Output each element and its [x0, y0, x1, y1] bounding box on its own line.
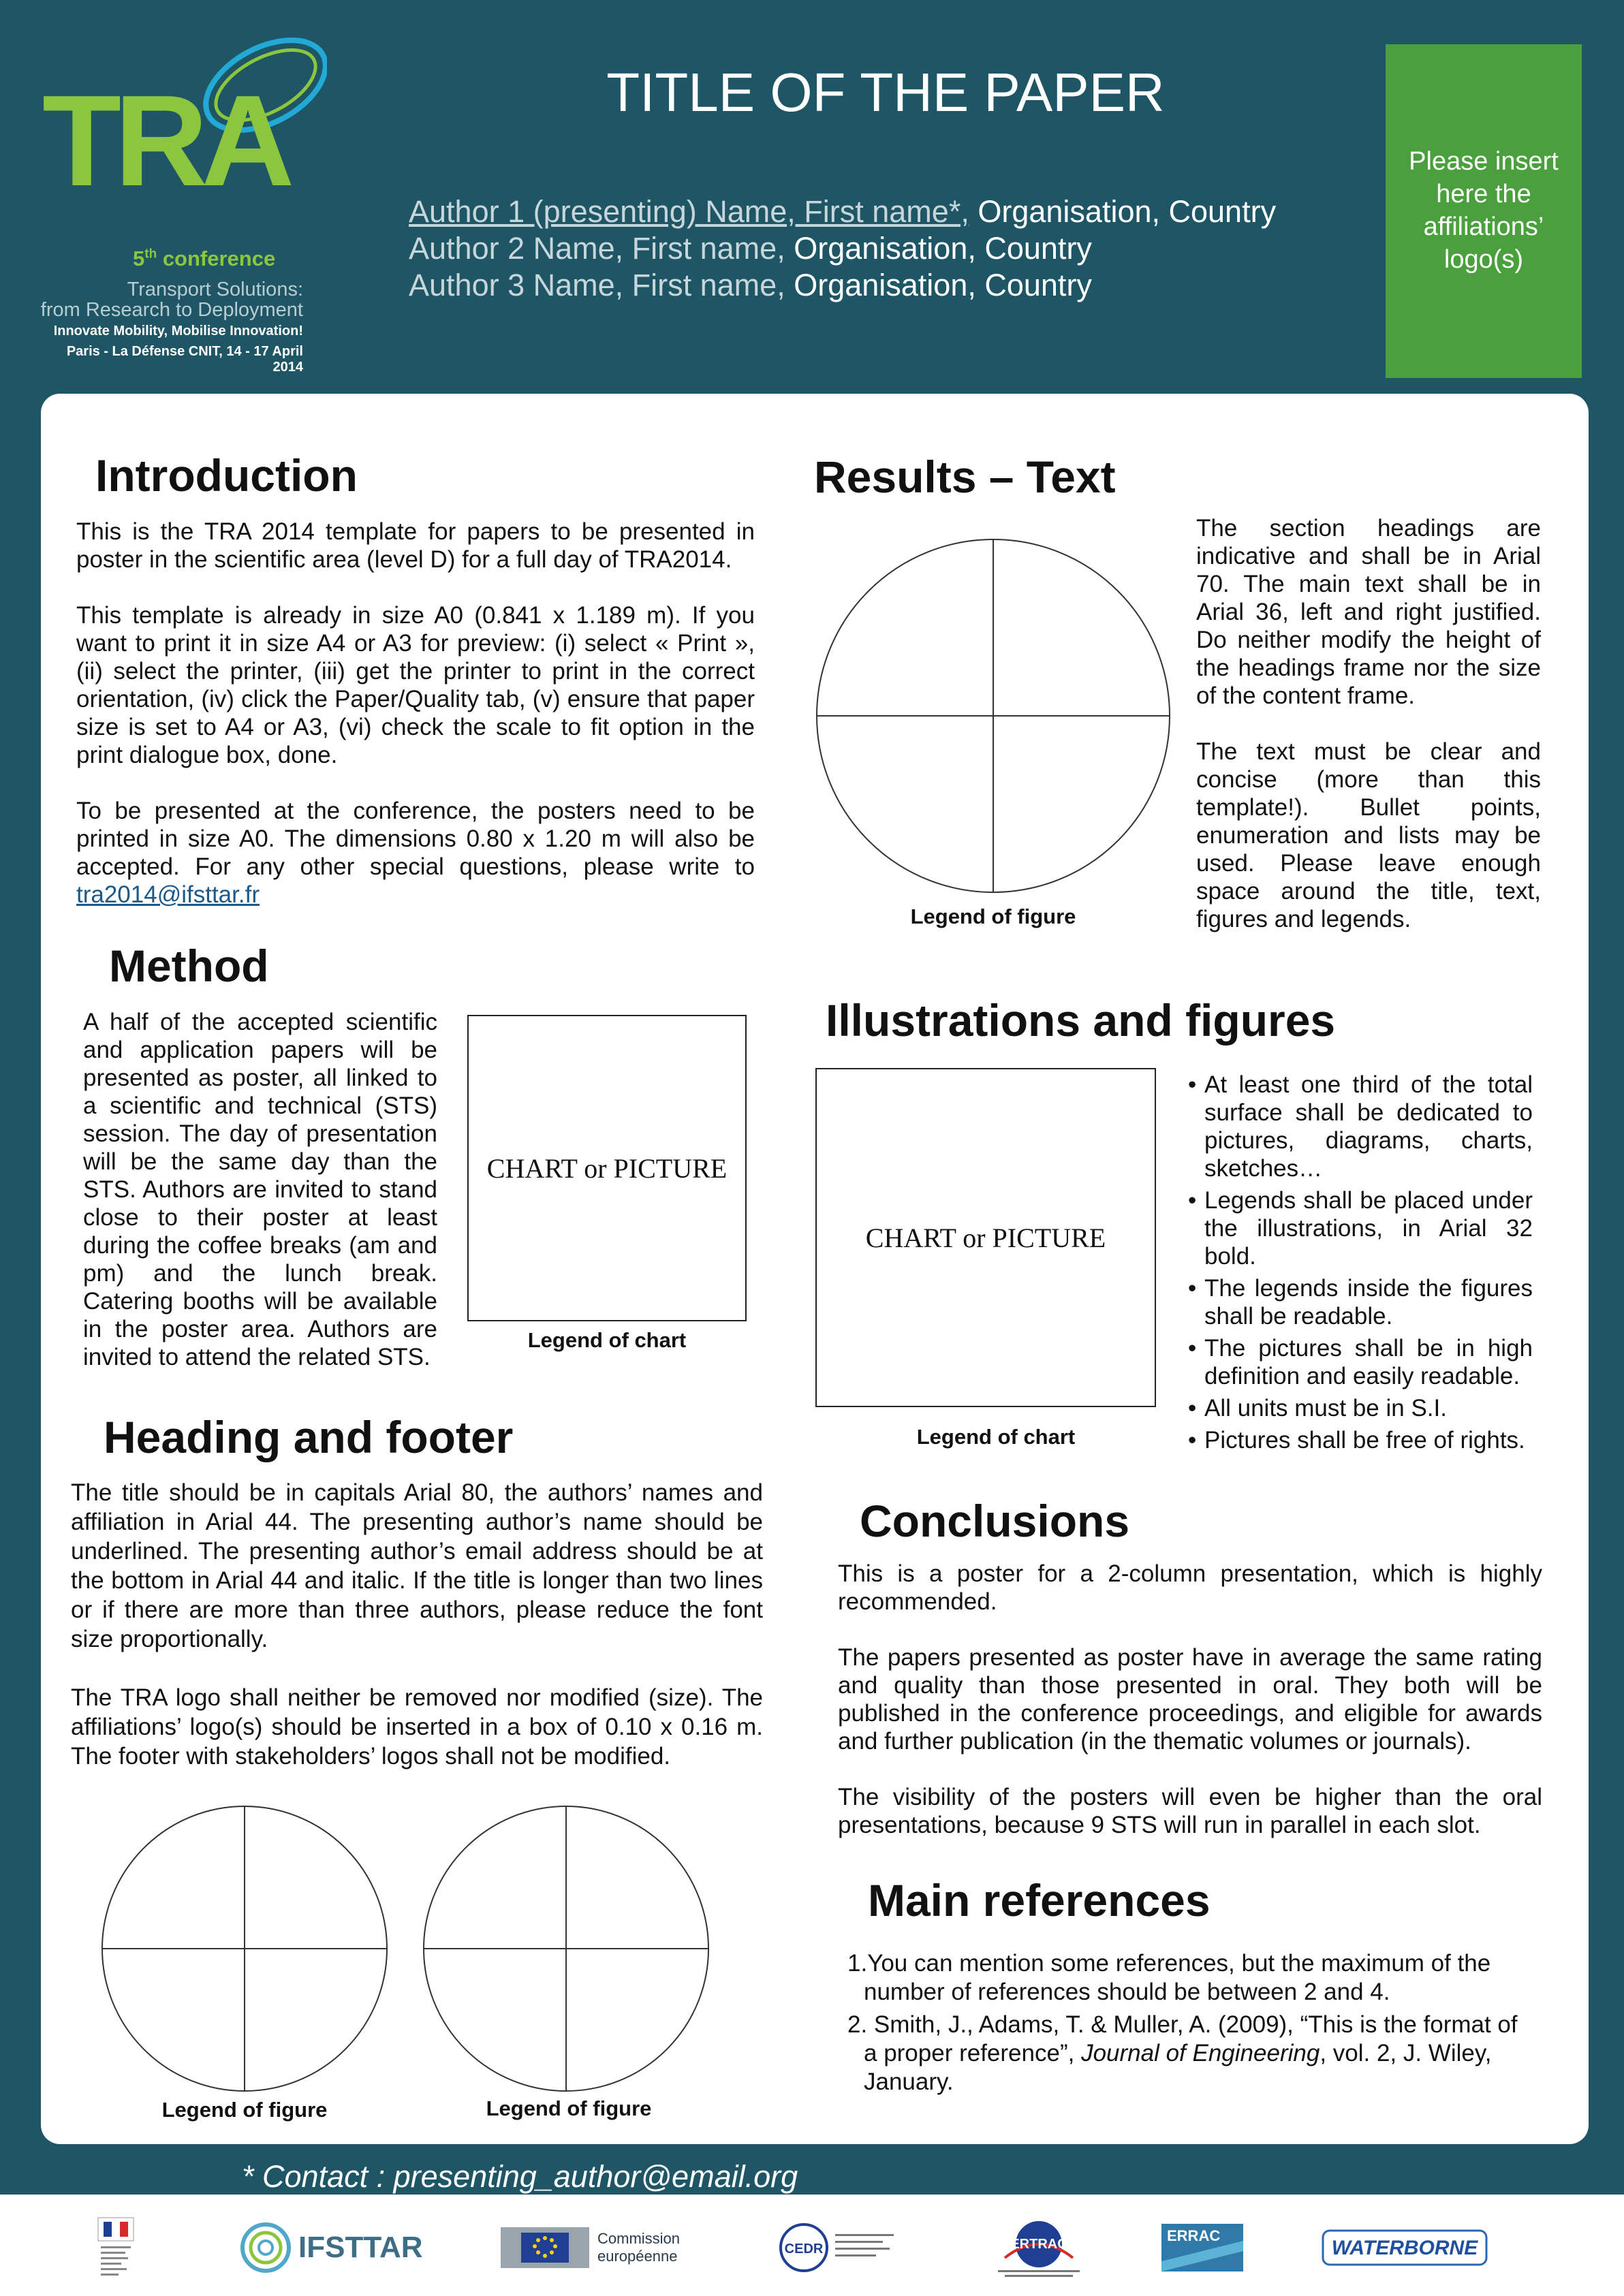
heading-footer-text: The title should be in capitals Arial 80, the authors’ names and affiliation in Arial 44. The presenting author’s name should be underlined. The presenting author’s email address should be at the bottom in Arial 44 and italic. If the title is longer than two lines or if there are more than three authors, please reduce the font size proportionally. The TRA logo shall neither be removed nor modified (size). The affiliations’ logo(s) should be inserted in a box of 0.10 x 0.16 m. The footer with stakeholders’ logos shall not be modified. [71, 1479, 763, 1770]
reference-item: 2. Smith, J., Adams, T. & Muller, A. (2009), “This is the format of a proper reference”, Journal of Engineering, vol. 2, J. Wiley, January. [847, 2011, 1518, 2095]
figure-legend-right: Legend of figure [486, 2096, 652, 2120]
errac-logo [1161, 2214, 1243, 2282]
figure-circle-left [101, 1805, 388, 2092]
conference-slogan: Innovate Mobility, Mobilise Innovation! [53, 324, 303, 339]
results-figure-legend: Legend of figure [910, 905, 1076, 928]
svg-text:WATERBORNE: WATERBORNE [1331, 2237, 1478, 2259]
conference-theme: Transport Solutions: from Research to Deployment [40, 279, 303, 321]
list-item: • Pictures shall be free of rights. [1188, 1426, 1533, 1454]
list-item: • All units must be in S.I. [1188, 1394, 1533, 1422]
reference-item: 1.You can mention some references, but the maximum of the number of references should be between 2 and 4. [847, 1950, 1491, 2005]
svg-text:CEDR: CEDR [784, 2242, 824, 2256]
method-heading: Method [109, 941, 269, 991]
introduction-heading: Introduction [95, 450, 358, 501]
list-item: • The legends inside the figures shall be readable. [1188, 1274, 1533, 1330]
european-commission-logo: Commission européenne [501, 2214, 680, 2282]
figure-circle-right [422, 1805, 710, 2092]
list-item: • At least one third of the total surface shall be dedicated to pictures, diagrams, charts, sketches… [1188, 1071, 1533, 1182]
list-item: • The pictures shall be in high definition and easily readable. [1188, 1334, 1533, 1390]
references-list [847, 1949, 1529, 2101]
illustrations-chart-legend: Legend of chart [916, 1425, 1076, 1449]
tra-logo [41, 20, 327, 191]
waterborne-logo [1322, 2214, 1492, 2282]
author-list [409, 193, 1276, 304]
author-1: Author 1 (presenting) Name, First name*, Organisation, Country [409, 194, 1277, 229]
results-heading: Results – Text [814, 452, 1116, 502]
results-figure-circle [815, 538, 1171, 894]
illustrations-bullets [1188, 1071, 1533, 1458]
illustrations-heading: Illustrations and figures [826, 995, 1336, 1045]
references-heading: Main references [868, 1875, 1211, 1925]
list-item: • Legends shall be placed under the illustrations, in Arial 32 bold. [1188, 1186, 1533, 1270]
ifsttar-logo: IFSTTAR [238, 2214, 423, 2282]
svg-text:TRA: TRA [42, 69, 288, 191]
svg-text:ERTRAC: ERTRAC [1010, 2237, 1067, 2252]
heading-footer-heading: Heading and footer [104, 1412, 514, 1462]
author-2: Author 2 Name, First name, Organisation, Country [409, 231, 1092, 266]
ertrac-logo [991, 2214, 1087, 2282]
page-title: TITLE OF THE PAPER [606, 62, 1165, 123]
conclusions-heading: Conclusions [860, 1496, 1130, 1546]
author-3: Author 3 Name, First name, Organisation, Country [409, 268, 1092, 302]
method-chart-legend: Legend of chart [527, 1328, 687, 1352]
figure-legend-left: Legend of figure [161, 2098, 328, 2122]
results-text: The section headings are indicative and shall be in Arial 70. The main text shall be in Arial 36, left and right justified. Do neither modify the height of the headings frame nor the size of the content frame. The text must be clear and concise (more than this template!). Bullet points, enumeration and lists may be used. Please leave enough space around the title, text, figures and legends. [1196, 515, 1541, 932]
method-text: A half of the accepted scientific and application papers will be presented as poster, all linked to a scientific and technical (STS) session. The day of presentation will be the same day than the STS. Authors are invited to stand close to their poster at least during the coffee breaks (am and pm) and the lunch break. Catering booths will be available in the poster area. Authors are invited to attend the related STS. [83, 1009, 437, 1370]
conclusions-text: This is a poster for a 2-column presentation, which is highly recommended. The papers presented as poster have in average the same rating and quality than those presented in oral. They both will be published in the conference proceedings, and eligible for awards and further publication (in the thematic volumes or journals). The visibility of the posters will even be higher than the oral presentations, because 9 STS will run in parallel in each slot. [838, 1560, 1542, 1838]
introduction-text: This is the TRA 2014 template for papers to be presented in poster in the scientific area (level D) for a full day of TRA2014. This template is already in size A0 (0.841 x 1.189 m). If you want to print it in size A4 or A3 for preview: (i) select « Print », (ii) select the printer, (iii) get the printer to print in the correct orientation, (iv) click the Paper/Quality tab, (v) ensure that paper size is set to A4 or A3, (vi) check the scale to fit option in the print dialogue box, done. To be presented at the conference, the posters need to be printed in size A0. The dimensions 0.80 x 1.20 m will also be accepted. For any other special questions, please write to tra2014@ifsttar.fr [76, 518, 755, 908]
svg-text:ERRAC: ERRAC [1167, 2227, 1221, 2244]
affiliation-logo-box: Please insert here the affiliations’ logo(s) [1386, 44, 1582, 378]
contact-email-link[interactable]: tra2014@ifsttar.fr [76, 881, 260, 908]
conference-edition: 5th conference [133, 247, 276, 270]
conference-venue: Paris - La Défense CNIT, 14 - 17 April 2014 [66, 344, 303, 375]
cedr-logo [777, 2214, 896, 2282]
method-chart-placeholder: CHART or PICTURE [467, 1015, 747, 1321]
illustrations-chart-placeholder: CHART or PICTURE [815, 1068, 1156, 1407]
contact-email: * Contact : presenting_author@email.org [242, 2159, 798, 2194]
french-ministry-logo [95, 2214, 136, 2282]
